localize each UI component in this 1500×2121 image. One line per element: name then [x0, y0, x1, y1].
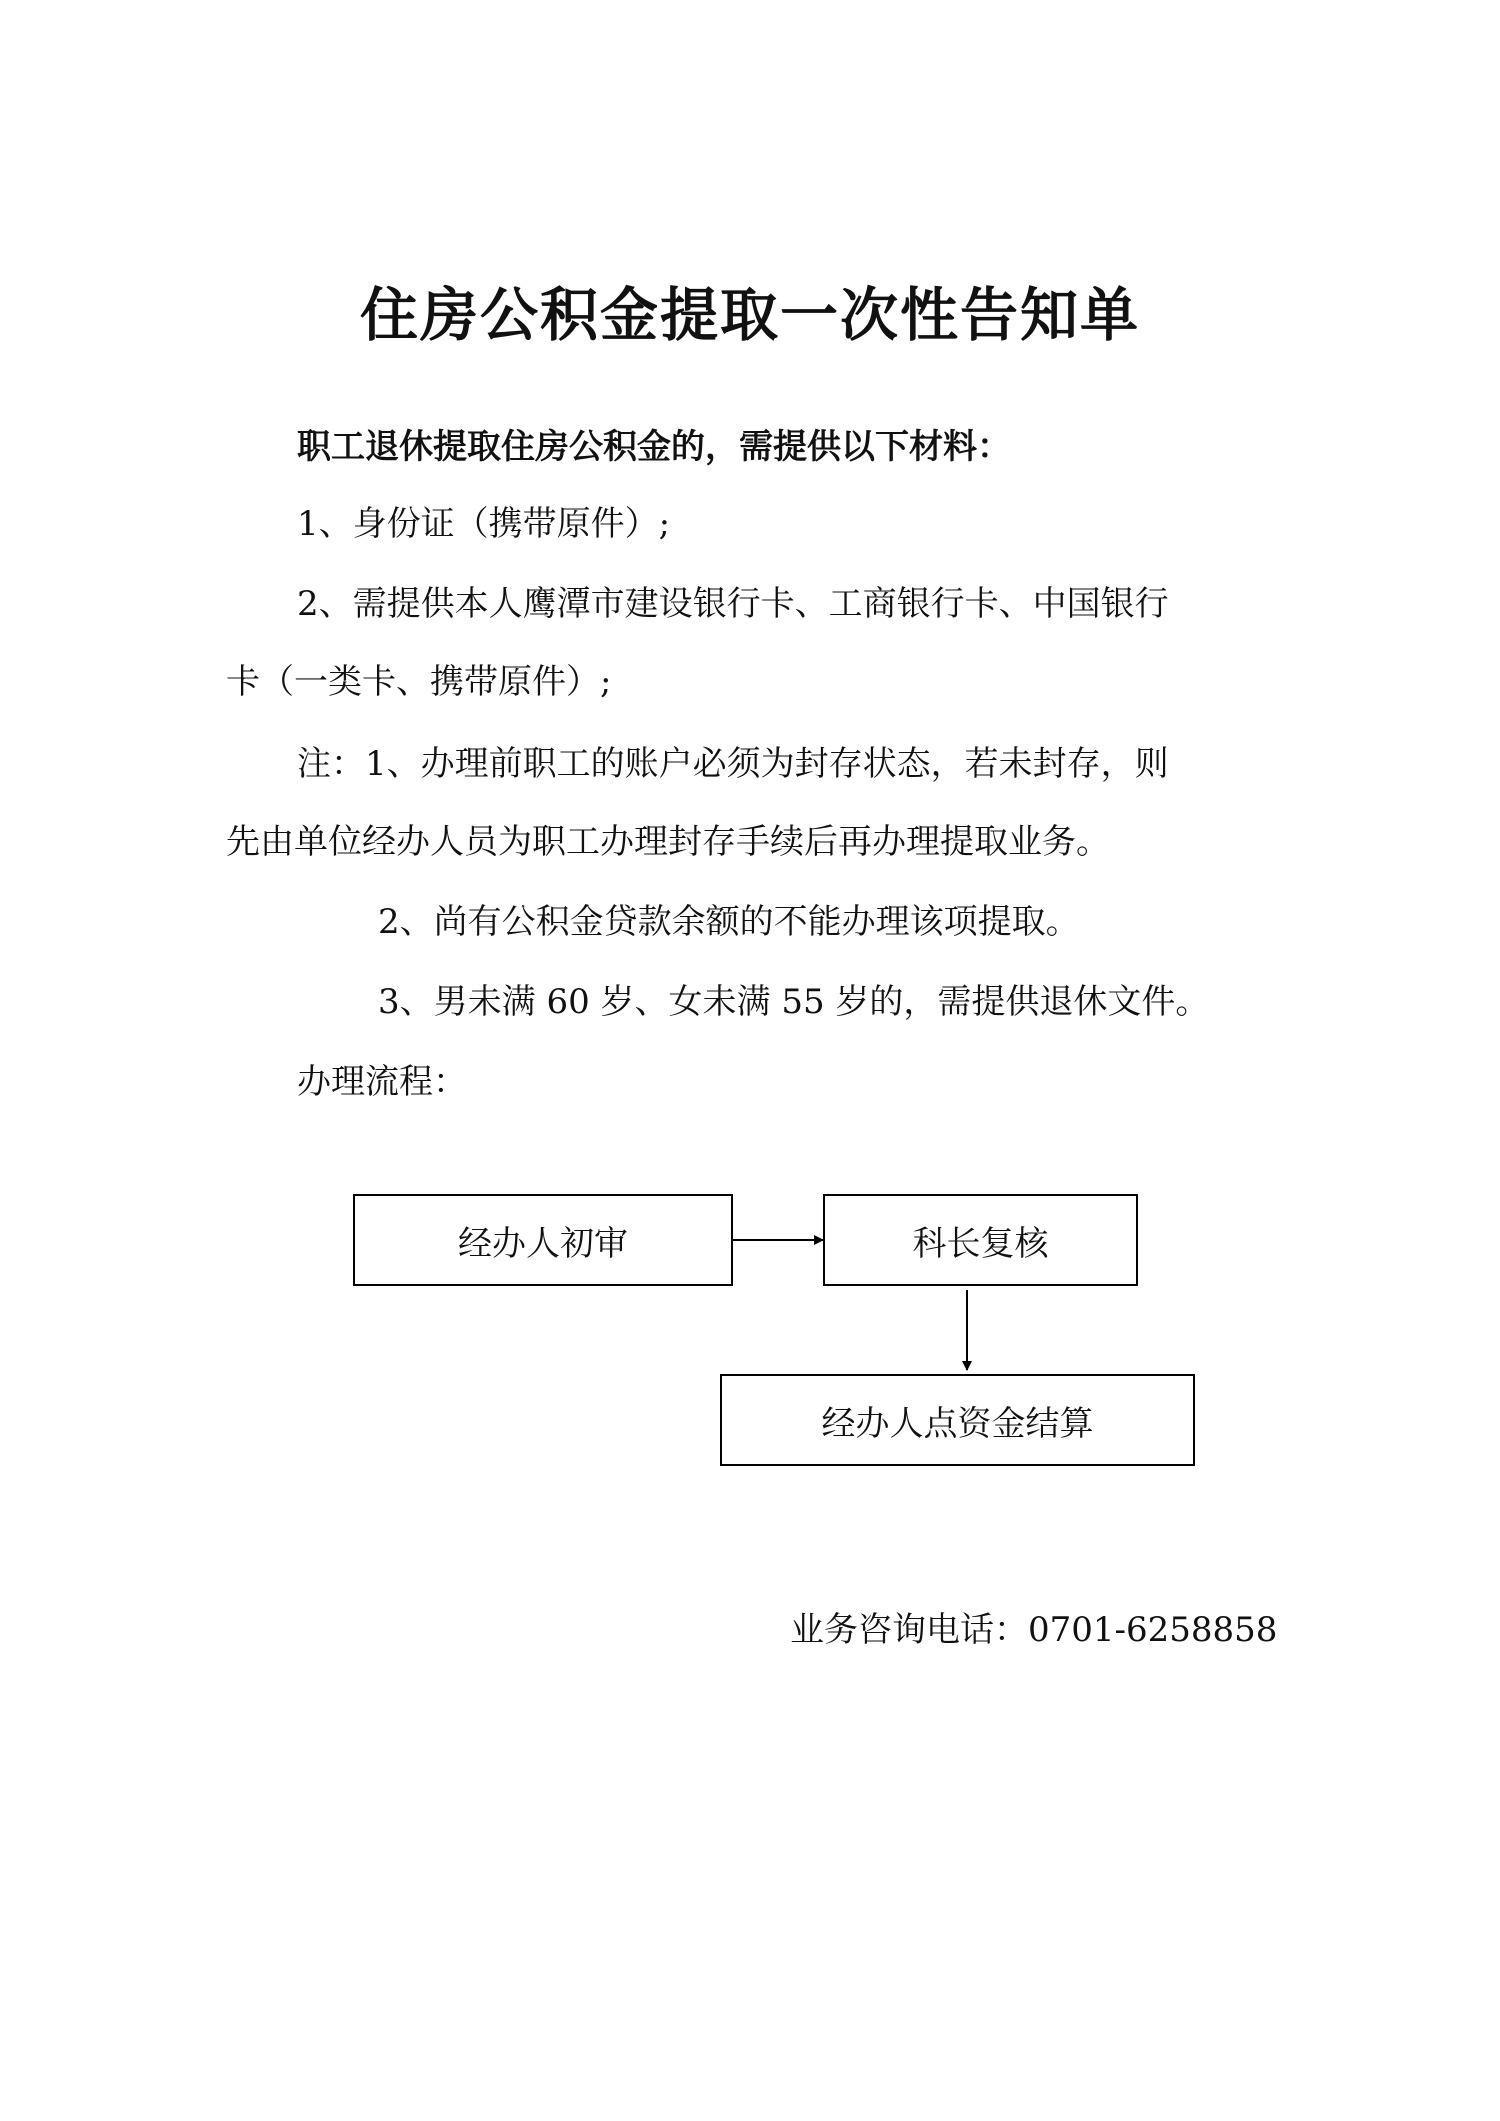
document-title: 住房公积金提取一次性告知单: [359, 281, 1140, 349]
note-2: 2、尚有公积金贷款余额的不能办理该项提取。: [378, 902, 1080, 942]
flow-step-initial-review-label: 经办人初审: [458, 1223, 628, 1264]
contact-phone: 业务咨询电话：0701-6258858: [790, 1610, 1278, 1650]
requirement-item-id-card: 1、身份证（携带原件）;: [297, 504, 671, 544]
note-1-line1: 注：1、办理前职工的账户必须为封存状态，若未封存，则: [297, 744, 1169, 784]
flow-step-chief-review: [823, 1194, 1138, 1286]
flow-step-fund-settlement: [720, 1374, 1195, 1466]
note-1-line2: 先由单位经办人员为职工办理封存手续后再办理提取业务。: [226, 822, 1110, 862]
flow-step-fund-settlement-label: 经办人点资金结算: [821, 1403, 1094, 1444]
requirement-item-bank-card-line1: 2、需提供本人鹰潭市建设银行卡、工商银行卡、中国银行: [297, 584, 1169, 624]
requirement-item-bank-card-line2: 卡（一类卡、携带原件）;: [226, 662, 612, 702]
flow-step-initial-review: [353, 1194, 733, 1286]
process-heading: 办理流程：: [297, 1062, 467, 1102]
requirements-heading: 职工退休提取住房公积金的，需提供以下材料：: [297, 427, 1011, 467]
flow-step-chief-review-label: 科长复核: [912, 1223, 1049, 1264]
note-3: 3、男未满 60 岁、女未满 55 岁的，需提供退休文件。: [378, 982, 1210, 1022]
